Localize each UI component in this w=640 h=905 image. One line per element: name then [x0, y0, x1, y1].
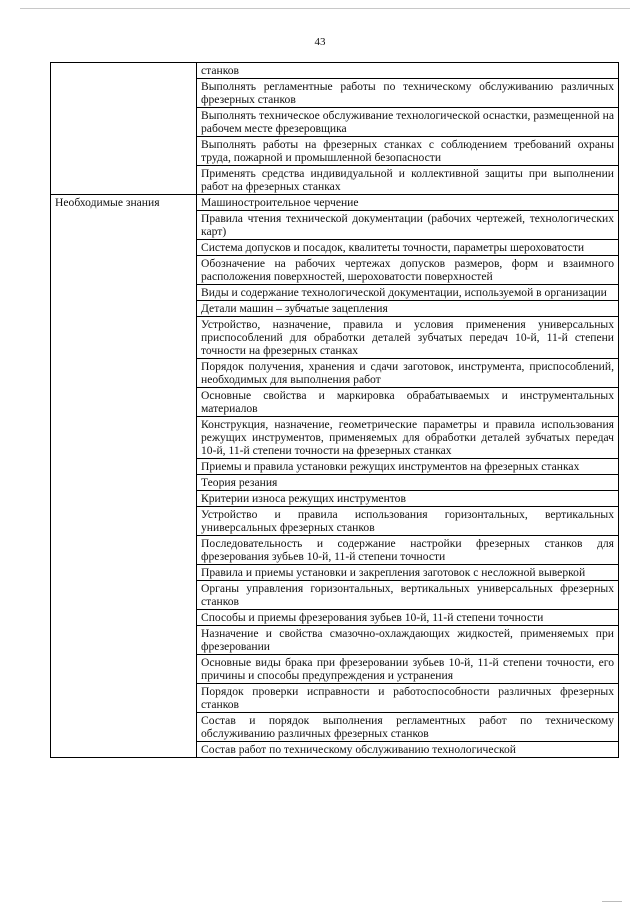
table-cell: Система допусков и посадок, квалитеты точности, параметры шероховатости [197, 240, 619, 256]
table-cell: Порядок получения, хранения и сдачи заготовок, инструмента, приспособлений, необходимых для выполнения работ [197, 359, 619, 388]
table-cell: Теория резания [197, 475, 619, 491]
table-cell: Приемы и правила установки режущих инструментов на фрезерных станках [197, 459, 619, 475]
table-cell: Основные виды брака при фрезеровании зубьев 10-й, 11-й степени точности, его причины и способы предупреждения и устранения [197, 655, 619, 684]
page-top-rule [20, 8, 630, 9]
table-cell: Правила чтения технической документации (рабочих чертежей, технологических карт) [197, 211, 619, 240]
skills-label-cell [51, 63, 197, 195]
table-cell: Основные свойства и маркировка обрабатываемых и инструментальных материалов [197, 388, 619, 417]
table-row [51, 195, 619, 211]
table-cell: Виды и содержание технологической документации, используемой в организации [197, 285, 619, 301]
table-cell: Детали машин – зубчатые зацепления [197, 301, 619, 317]
table-cell: Последовательность и содержание настройки фрезерных станков для фрезерования зубьев 10-й, 11-й степени точности [197, 536, 619, 565]
table-cell: Правила и приемы установки и закрепления заготовок с несложной выверкой [197, 565, 619, 581]
table-cell: Устройство и правила использования горизонтальных, вертикальных универсальных фрезерных станков [197, 507, 619, 536]
table-cell: Органы управления горизонтальных, вертикальных универсальных фрезерных станков [197, 581, 619, 610]
table-cell: Способы и приемы фрезерования зубьев 10-й, 11-й степени точности [197, 610, 619, 626]
table-cell: Выполнять работы на фрезерных станках с соблюдением требований охраны труда, пожарной и промышленной безопасности [197, 137, 619, 166]
knowledge-label-cell: Необходимые знания [51, 195, 197, 758]
table-cell: Выполнять регламентные работы по техническому обслуживанию различных фрезерных станков [197, 79, 619, 108]
table-cell: Обозначение на рабочих чертежах допусков размеров, форм и взаимного расположения поверхностей, шероховатости поверхностей [197, 256, 619, 285]
table-cell: Состав работ по техническому обслуживанию технологической [197, 742, 619, 758]
table-cell: Применять средства индивидуальной и коллективной защиты при выполнении работ на фрезерных станках [197, 166, 619, 195]
table-row [51, 63, 619, 79]
table-cell: Машиностроительное черчение [197, 195, 619, 211]
table-cell: Назначение и свойства смазочно-охлаждающих жидкостей, применяемых при фрезеровании [197, 626, 619, 655]
table-cell: Устройство, назначение, правила и условия применения универсальных приспособлений для обработки деталей зубчатых передач 10-й, 11-й степени точности на фрезерных станках [197, 317, 619, 359]
table-cell: Выполнять техническое обслуживание технологической оснастки, размещенной на рабочем месте фрезеровщика [197, 108, 619, 137]
requirements-table [50, 62, 619, 758]
table-cell: Состав и порядок выполнения регламентных работ по техническому обслуживанию различных фрезерных станков [197, 713, 619, 742]
table-cell: Порядок проверки исправности и работоспособности различных фрезерных станков [197, 684, 619, 713]
page-number: 43 [314, 36, 326, 48]
table-cell: Критерии износа режущих инструментов [197, 491, 619, 507]
scan-mark [602, 893, 622, 902]
table-cell: Конструкция, назначение, геометрические параметры и правила использования режущих инструментов, применяемых для обработки деталей зубчатых передач 10-й, 11-й степени точности на фрезерных станках [197, 417, 619, 459]
table-cell: станков [197, 63, 619, 79]
